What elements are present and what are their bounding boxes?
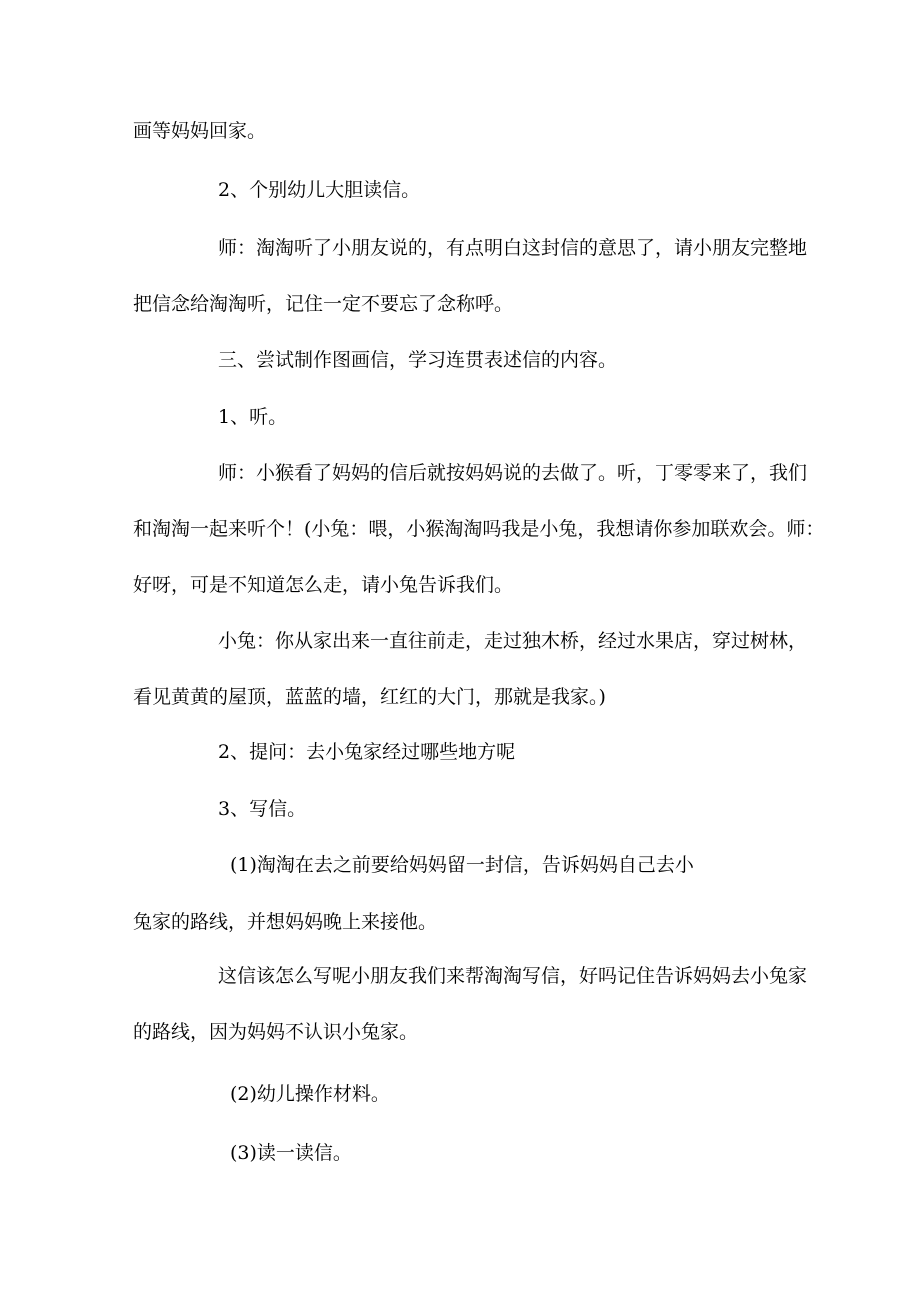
text-line-4: 把信念给淘淘听，记住一定不要忘了念称呼。 bbox=[133, 293, 514, 315]
text-line-16: 这信该怎么写呢小朋友我们来帮淘淘写信，好吗记住告诉妈妈去小兔家 bbox=[218, 965, 808, 987]
text-line-19: (3)读一读信。 bbox=[230, 1142, 352, 1164]
text-line-18: (2)幼儿操作材料。 bbox=[230, 1083, 390, 1105]
text-line-17: 的路线，因为妈妈不认识小兔家。 bbox=[133, 1021, 419, 1043]
text-line-11: 看见黄黄的屋顶，蓝蓝的墙，红红的大门，那就是我家。) bbox=[133, 686, 606, 708]
text-line-6: 1、听。 bbox=[218, 406, 288, 428]
text-line-2: 2、个别幼儿大胆读信。 bbox=[218, 179, 421, 201]
text-line-14: (1)淘淘在去之前要给妈妈留一封信，告诉妈妈自己去小 bbox=[230, 854, 694, 876]
text-line-15: 兔家的路线，并想妈妈晚上来接他。 bbox=[133, 911, 438, 933]
text-line-8: 和淘淘一起来听个！(小兔：喂，小猴淘淘吗我是小兔，我想请你参加联欢会。师： bbox=[133, 518, 825, 540]
text-line-3: 师：淘淘听了小朋友说的，有点明白这封信的意思了，请小朋友完整地 bbox=[218, 237, 808, 259]
text-line-10: 小兔：你从家出来一直往前走，走过独木桥，经过水果店，穿过树林， bbox=[218, 630, 808, 652]
text-line-1: 画等妈妈回家。 bbox=[133, 120, 267, 142]
text-line-13: 3、写信。 bbox=[218, 798, 307, 820]
text-line-12: 2、提问：去小兔家经过哪些地方呢 bbox=[218, 741, 516, 763]
text-line-7: 师：小猴看了妈妈的信后就按妈妈说的去做了。听，丁零零来了，我们 bbox=[218, 462, 808, 484]
text-line-9: 好呀，可是不知道怎么走，请小兔告诉我们。 bbox=[133, 574, 514, 596]
text-line-5: 三、尝试制作图画信，学习连贯表述信的内容。 bbox=[218, 349, 618, 371]
